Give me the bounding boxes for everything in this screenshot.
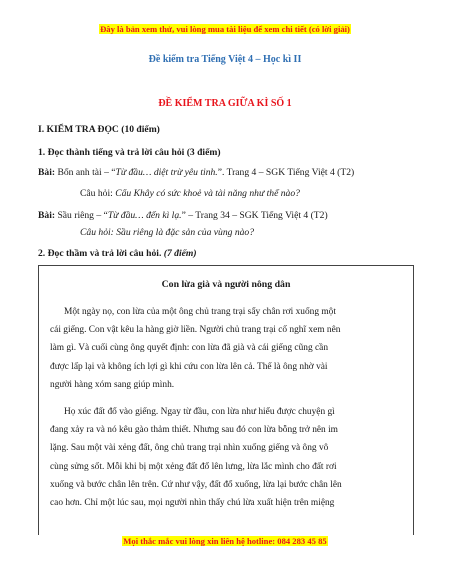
- story-line: cao hơn. Chỉ một lúc sau, mọi người nhìn thấy chú lừa xuất hiện trên miệng: [50, 498, 335, 509]
- document-subtitle: Đề kiểm tra Tiếng Việt 4 – Học kì II: [148, 54, 302, 65]
- story-paragraph-1: [50, 303, 404, 394]
- bai2-text-b: ” – Trang 34 – SGK Tiếng Việt 4 (T2): [181, 210, 328, 221]
- story-line: người hàng xóm sang giúp mình.: [50, 379, 175, 390]
- exam-title: ĐỀ KIỂM TRA GIỮA KÌ SỐ 1: [158, 98, 292, 109]
- story-line: đang xảy ra và nó kêu gào thảm thiết. Nhưng sau đó con lừa bỗng trở nên im: [50, 425, 338, 436]
- story-title: Con lừa già và người nông dân: [161, 279, 291, 290]
- reading-item-2: [38, 210, 328, 221]
- story-line: lặng. Sau một vài xẻng đất, ông chủ trang trại nhìn xuống giếng và ông vô: [50, 443, 329, 454]
- story-line: làm gì. Và cuối cùng ông quyết định: con lừa đã già và cái giếng cũng cần: [50, 343, 329, 354]
- bai2-excerpt: Từ đầu… đến kì lạ.: [107, 210, 182, 221]
- bai-label: Bài:: [38, 210, 56, 221]
- story-line: xuống và bước chân lên trên. Cứ như vậy, đất đổ xuống, lừa lại bước chân lên: [50, 479, 342, 490]
- part2-heading: [38, 248, 197, 259]
- question-1: [80, 188, 300, 199]
- question-1-text: Cẩu Khây có sức khoẻ và tài năng như thế nào?: [115, 188, 300, 199]
- question-2: Câu hỏi: Sầu riêng là đặc sản của vùng nào?: [80, 227, 255, 238]
- bai1-text-a: Bốn anh tài – “: [55, 167, 116, 178]
- story-line: được lấp lại và không ích lợi gì khi cứu con lừa lên cả. Thế là ông nhờ vài: [50, 361, 328, 372]
- reading-item-1: [38, 167, 354, 178]
- hotline-notice: [0, 536, 450, 546]
- bai2-text-a: Sầu riêng – “: [55, 210, 108, 221]
- hotline-text: Mọi thắc mắc vui lòng xin liên hệ hotline: 084 283 45 85: [123, 536, 327, 546]
- story-line: Một ngày nọ, con lừa của một ông chủ trang trại sẩy chân rơi xuống một: [64, 307, 336, 317]
- bai-label: Bài:: [38, 167, 56, 178]
- story-paragraph-2: [50, 403, 404, 512]
- preview-notice-text: Đây là bản xem thử, vui lòng mua tài liệu để xem chi tiết (có lời giải): [100, 24, 350, 34]
- bai1-text-b: ”. Trang 4 – SGK Tiếng Việt 4 (T2): [217, 167, 355, 178]
- story-line: Họ xúc đất đổ vào giếng. Ngay từ đầu, con lừa như hiểu được chuyện gì: [64, 407, 335, 417]
- story-line: cùng sửng sốt. Mỗi khi bị một xẻng đất đổ lên lưng, lừa lắc mình cho đất rơi: [50, 461, 337, 472]
- part2-label: 2. Đọc thầm và trả lời câu hỏi.: [38, 248, 164, 259]
- part1-heading: 1. Đọc thành tiếng và trả lời câu hỏi (3 điểm): [38, 147, 221, 158]
- part2-points: (7 điểm): [163, 248, 197, 259]
- bai1-excerpt: Từ đầu… diệt trừ yêu tinh.: [115, 167, 218, 178]
- story-line: cái giếng. Con vật kêu la hàng giờ liền. Người chủ trang trại cố nghĩ xem nên: [50, 325, 341, 336]
- question-1-label: Câu hỏi:: [80, 188, 116, 199]
- section-heading: I. KIỂM TRA ĐỌC (10 điểm): [38, 124, 160, 135]
- preview-notice: [0, 24, 450, 34]
- reading-passage-box: [38, 265, 414, 535]
